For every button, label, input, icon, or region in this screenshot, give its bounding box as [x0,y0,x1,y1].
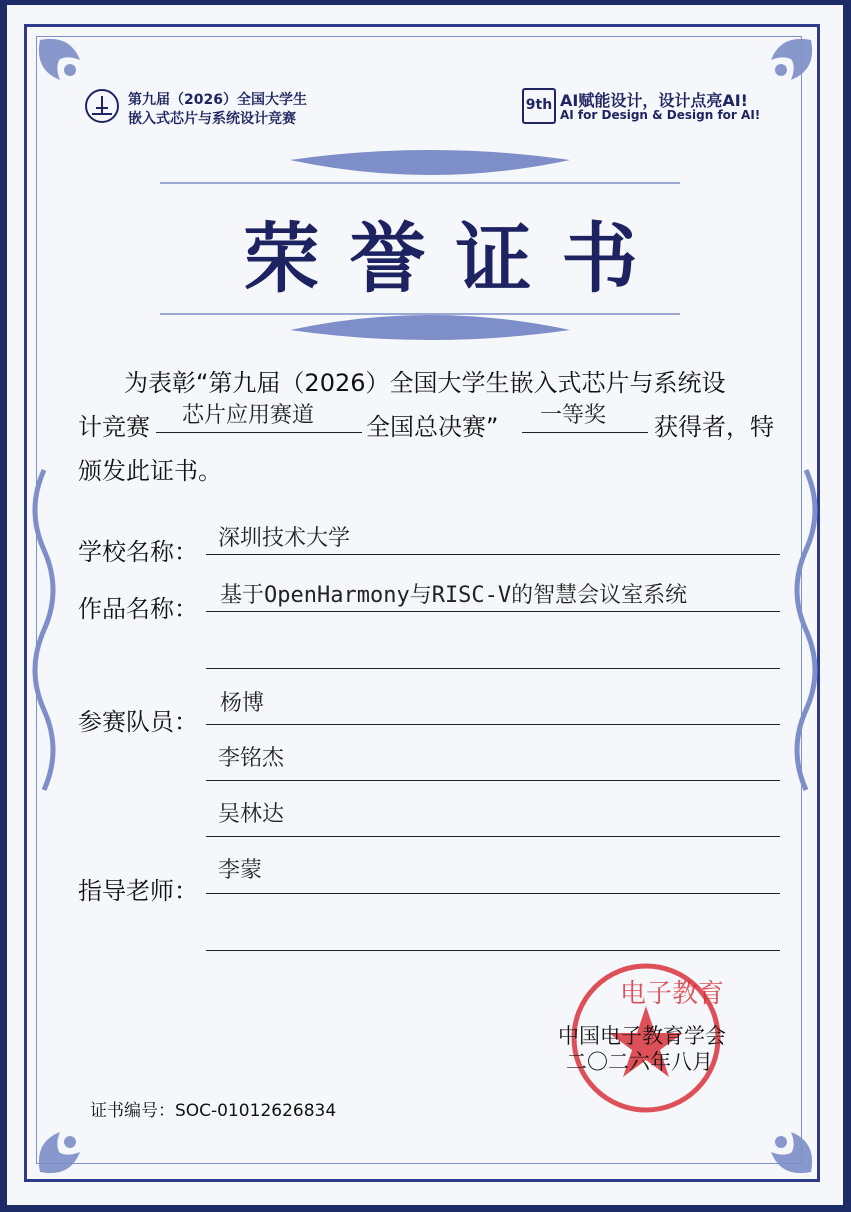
member-2: 李铭杰 [218,746,285,771]
track-underline [156,432,362,433]
seal-text: 电子教育 [620,979,725,1009]
work-underline [206,611,780,612]
work-value: 基于OpenHarmony与RISC-V的智慧会议室系统 [220,583,688,608]
slogan-chinese: AI赋能设计，设计点亮AI! [560,91,748,110]
citation-line-3: 颁发此证书。 [78,457,222,485]
member-2-underline [206,780,780,781]
issuing-organization: 中国电子教育学会 [558,1024,726,1048]
member-1-underline [206,724,780,725]
work-label: 作品名称： [78,595,198,623]
slogan-english: AI for Design & Design for AI! [560,108,761,122]
advisor-label: 指导老师： [78,877,198,905]
track-value: 芯片应用赛道 [182,403,315,428]
blank-underline [206,668,780,669]
member-3: 吴林达 [218,802,285,827]
school-value: 深圳技术大学 [218,526,351,551]
advisor-value: 李蒙 [218,858,263,883]
advisor-underline [206,893,780,894]
member-1: 杨博 [220,691,265,716]
team-label: 参赛队员： [78,708,198,736]
certificate-number: 证书编号：SOC-01012626834 [90,1101,337,1121]
member-3-underline [206,836,780,837]
issue-date: 二〇二六年八月 [566,1050,713,1074]
award-underline [522,432,648,433]
ninth-badge-icon: 9th [522,88,556,124]
blank-underline-2 [206,950,780,951]
school-label: 学校名称： [78,538,198,566]
certificate-title: 荣誉证书 [243,214,668,303]
competition-name-line1: 第九届（2026）全国大学生 [128,92,307,108]
school-underline [206,554,780,555]
award-value: 一等奖 [540,403,607,428]
citation-middle: 全国总决赛” [366,413,499,441]
competition-logo-icon [84,88,120,124]
citation-prefix: 计竞赛 [78,413,150,441]
competition-name [128,91,307,129]
citation-line-1: 为表彰“第九届（2026）全国大学生嵌入式芯片与系统设 [124,369,726,397]
citation-suffix: 获得者，特 [654,413,774,441]
competition-name-line2: 嵌入式芯片与系统设计竞赛 [128,111,296,127]
